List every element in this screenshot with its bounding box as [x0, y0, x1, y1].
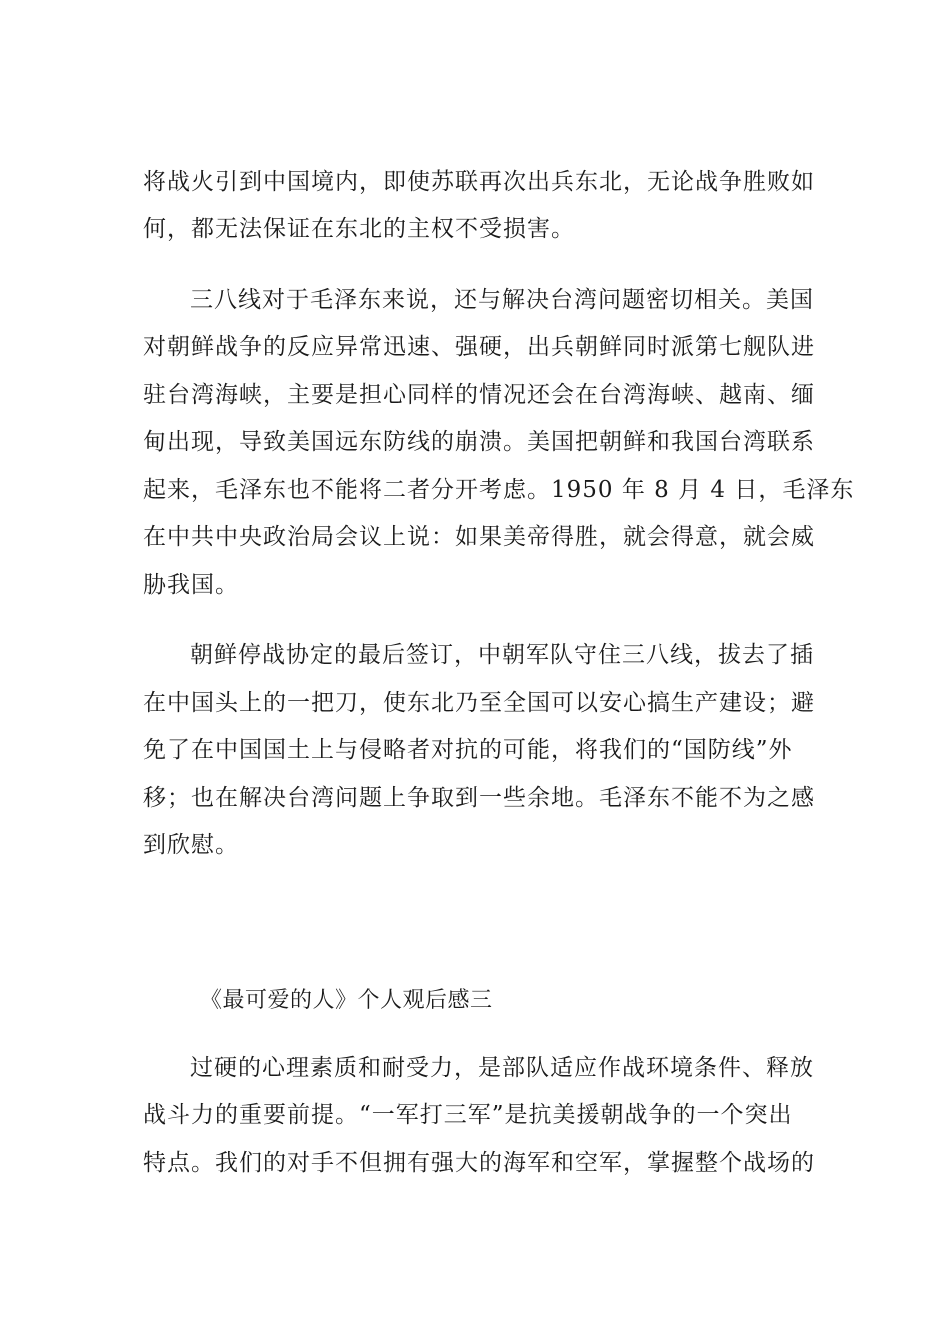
section-heading: 《最可爱的人》个人观后感三 [200, 988, 493, 1013]
paragraph-3-line-3: 免了在中国国土上与侵略者对抗的可能，将我们的“国防线”外 [143, 737, 793, 763]
paragraph-1-line-1: 将战火引到中国境内，即使苏联再次出兵东北，无论战争胜败如 [143, 169, 815, 195]
paragraph-1-line-2: 何，都无法保证在东北的主权不受损害。 [143, 216, 575, 242]
paragraph-4-line-1: 过硬的心理素质和耐受力，是部队适应作战环境条件、释放 [190, 1055, 814, 1081]
paragraph-3-line-5: 到欣慰。 [143, 832, 239, 858]
paragraph-2-line-2: 对朝鲜战争的反应异常迅速、强硬，出兵朝鲜同时派第七舰队进 [143, 334, 815, 360]
paragraph-3-line-1: 朝鲜停战协定的最后签订，中朝军队守住三八线，拔去了插 [190, 642, 814, 668]
paragraph-3-line-2: 在中国头上的一把刀，使东北乃至全国可以安心搞生产建设；避 [143, 690, 815, 716]
paragraph-3-line-4: 移；也在解决台湾问题上争取到一些余地。毛泽东不能不为之感 [143, 785, 815, 811]
paragraph-2-line-1: 三八线对于毛泽东来说，还与解决台湾问题密切相关。美国 [190, 287, 814, 313]
paragraph-2-line-7: 胁我国。 [143, 572, 239, 598]
paragraph-2-line-4: 甸出现，导致美国远东防线的崩溃。美国把朝鲜和我国台湾联系 [143, 429, 815, 455]
paragraph-4-line-3: 特点。我们的对手不但拥有强大的海军和空军，掌握整个战场的 [143, 1150, 815, 1176]
paragraph-2-line-3: 驻台湾海峡，主要是担心同样的情况还会在台湾海峡、越南、缅 [143, 382, 815, 408]
paragraph-2-line-6: 在中共中央政治局会议上说：如果美帝得胜，就会得意，就会威 [143, 524, 815, 550]
paragraph-2-line-5: 起来，毛泽东也不能将二者分开考虑。1950 年 8 月 4 日，毛泽东 [143, 477, 855, 503]
paragraph-4-line-2: 战斗力的重要前提。“一军打三军”是抗美援朝战争的一个突出 [143, 1102, 793, 1128]
